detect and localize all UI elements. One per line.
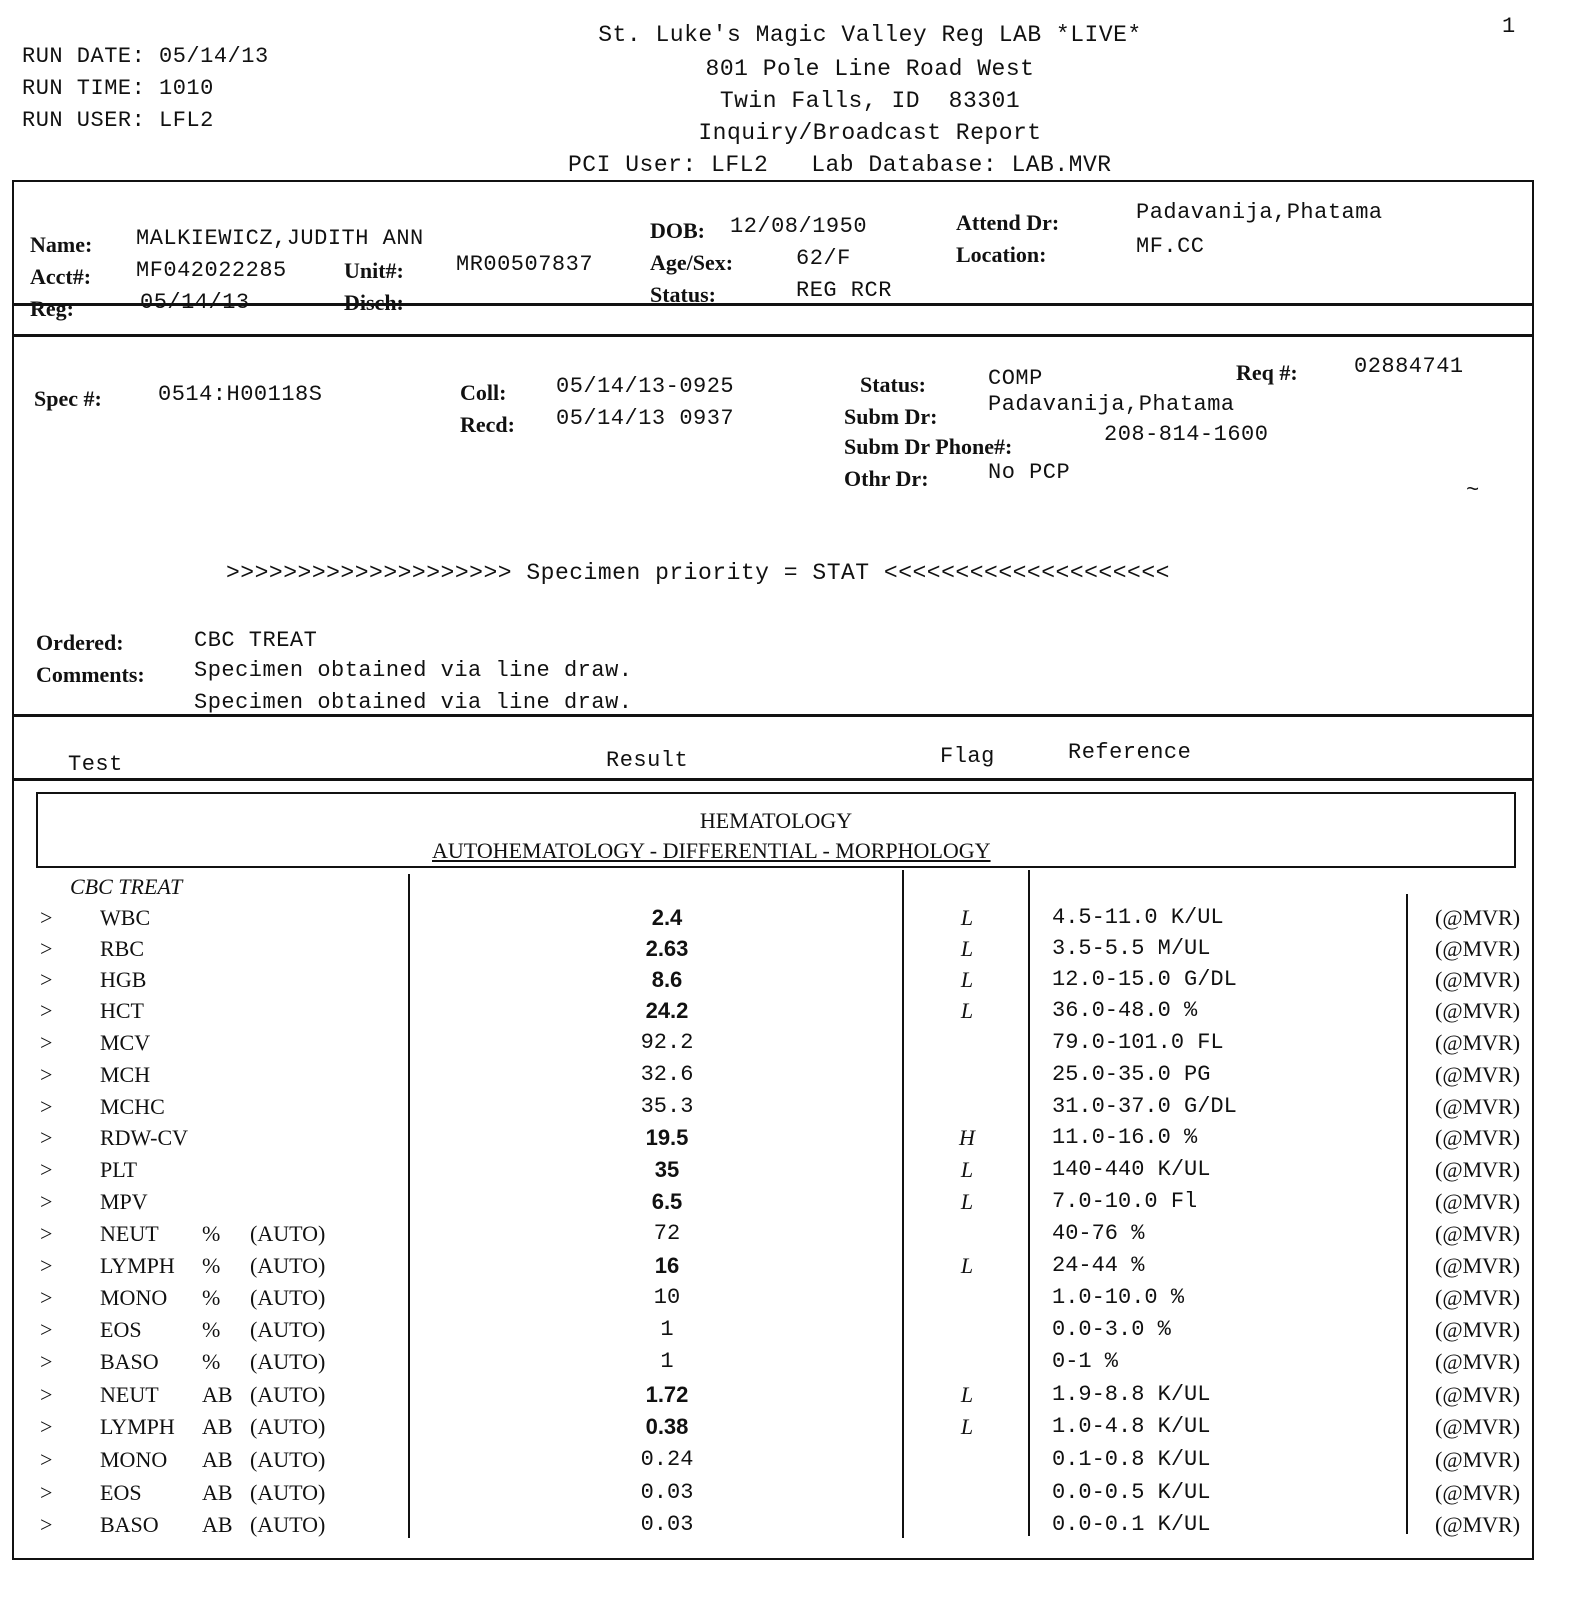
row-test: MPV [100,1189,148,1214]
row-reference: 31.0-37.0 G/DL [1052,1094,1237,1119]
row-source: (@MVR) [1435,967,1521,992]
row-result: 1 [660,1349,674,1374]
section-title: HEMATOLOGY [699,808,853,833]
phone-label-a: Subm Dr [844,434,930,459]
row-unit-type: AB [202,1512,233,1537]
row-method: (AUTO) [250,1253,326,1278]
row-unit-type: % [202,1285,221,1310]
row-arrow: > [40,1382,53,1407]
row-result: 35 [654,1157,680,1182]
row-source: (@MVR) [1435,1125,1521,1150]
row-arrow: > [40,936,53,961]
row-source: (@MVR) [1435,1285,1521,1310]
row-arrow: > [40,1512,53,1537]
row-result: 35.3 [640,1094,694,1119]
col-result: Result [606,748,689,773]
row-flag: L [960,1157,974,1182]
phone-label-b: Phone#: [935,434,1013,459]
row-method: (AUTO) [250,1382,326,1407]
patient-status-value: REG RCR [796,278,892,303]
attend-value: Padavanija,Phatama [1136,200,1383,225]
run-date-value: 05/14/13 [159,44,269,69]
name-label: Name: [30,232,93,257]
divider-specimen-top [12,334,1534,337]
row-arrow: > [40,1094,53,1119]
phone-value: 208-814-1600 [1104,422,1269,447]
row-arrow: > [40,905,53,930]
row-arrow: > [40,1189,53,1214]
row-result: 16 [654,1253,680,1278]
row-source: (@MVR) [1435,1157,1521,1182]
row-reference: 0.0-0.1 K/UL [1052,1512,1211,1537]
subm-label: Subm Dr: [844,404,938,429]
row-arrow: > [40,1221,53,1246]
row-test: EOS [100,1317,142,1342]
divider-columns [12,778,1534,781]
phone-label [844,434,1012,460]
subm-value: Padavanija,Phatama [988,392,1235,417]
row-source: (@MVR) [1435,1189,1521,1214]
row-result: 92.2 [640,1030,694,1055]
pci-user-label: PCI User: [568,152,697,178]
row-source: (@MVR) [1435,1480,1521,1505]
row-reference: 0.0-3.0 % [1052,1317,1171,1342]
result-row [22,967,1560,999]
row-result: 6.5 [651,1189,683,1214]
row-arrow: > [40,1030,53,1055]
row-test: MCHC [100,1094,165,1119]
row-reference: 1.9-8.8 K/UL [1052,1382,1211,1407]
row-arrow: > [40,1285,53,1310]
recd-label: Recd: [460,412,515,437]
run-time-label: RUN TIME: [22,76,146,101]
row-flag: H [959,1125,975,1150]
row-result: 2.63 [645,936,689,961]
result-row [22,905,1560,937]
result-row [22,1253,1560,1285]
row-unit-type: AB [202,1382,233,1407]
spec-value: 0514:H00118S [158,382,323,407]
row-reference: 3.5-5.5 M/UL [1052,936,1211,961]
row-result: 0.24 [640,1447,694,1472]
result-row [22,1189,1560,1221]
row-unit-type: % [202,1221,221,1246]
result-row [22,1285,1560,1317]
row-flag: L [960,905,974,930]
row-method: (AUTO) [250,1317,326,1342]
row-result: 72 [653,1221,681,1246]
reg-value: 05/14/13 [140,290,250,315]
row-flag: L [960,1414,974,1439]
row-source: (@MVR) [1435,1512,1521,1537]
row-source: (@MVR) [1435,1253,1521,1278]
result-row [22,1221,1560,1253]
row-unit-type: AB [202,1480,233,1505]
row-arrow: > [40,1349,53,1374]
row-method: (AUTO) [250,1480,326,1505]
spec-status-value: COMP [988,366,1043,391]
result-row [22,998,1560,1030]
row-source: (@MVR) [1435,1447,1521,1472]
row-method: (AUTO) [250,1349,326,1374]
result-row [22,1447,1560,1479]
row-result: 0.03 [640,1512,694,1537]
row-unit-type: % [202,1253,221,1278]
row-test: HGB [100,967,147,992]
agesex-value: 62/F [796,246,851,271]
patient-name: MALKIEWICZ,JUDITH ANN [136,226,424,251]
row-result: 19.5 [645,1125,689,1150]
row-result: 0.03 [640,1480,694,1505]
row-test: MCH [100,1062,151,1087]
result-row [22,1414,1560,1446]
row-arrow: > [40,1157,53,1182]
pci-user-value: LFL2 [711,152,769,178]
row-test: MCV [100,1030,151,1055]
panel-name: CBC TREAT [70,874,183,899]
row-source: (@MVR) [1435,905,1521,930]
row-method: (AUTO) [250,1414,326,1439]
acct-value: MF042022285 [136,258,287,283]
row-result: 24.2 [645,998,689,1023]
result-row [22,1062,1560,1094]
row-reference: 140-440 K/UL [1052,1157,1211,1182]
row-flag: L [960,998,974,1023]
run-time [22,76,214,101]
result-row [22,1512,1560,1544]
row-flag: L [960,1253,974,1278]
report-title: Inquiry/Broadcast Report [698,120,1042,146]
run-user-label: RUN USER: [22,108,146,133]
row-unit-type: % [202,1317,221,1342]
row-arrow: > [40,1414,53,1439]
result-row [22,1480,1560,1512]
row-reference: 12.0-15.0 G/DL [1052,967,1237,992]
row-test: BASO [100,1349,159,1374]
row-reference: 1.0-4.8 K/UL [1052,1414,1211,1439]
report-address: 801 Pole Line Road West [705,56,1035,82]
ordered-label: Ordered: [36,630,124,655]
run-user [22,108,214,133]
row-reference: 0.1-0.8 K/UL [1052,1447,1211,1472]
row-test: NEUT [100,1221,159,1246]
coll-label: Coll: [460,380,507,405]
row-reference: 4.5-11.0 K/UL [1052,905,1224,930]
row-unit-type: AB [202,1447,233,1472]
result-row [22,1382,1560,1414]
row-source: (@MVR) [1435,998,1521,1023]
row-reference: 40-76 % [1052,1221,1145,1246]
row-result: 32.6 [640,1062,694,1087]
row-source: (@MVR) [1435,1094,1521,1119]
spec-status-label: Status: [860,372,927,397]
row-method: (AUTO) [250,1221,326,1246]
row-reference: 1.0-10.0 % [1052,1285,1185,1310]
row-test: MONO [100,1447,168,1472]
attend-label: Attend Dr: [956,210,1060,235]
report-city: Twin Falls, ID 83301 [719,88,1021,114]
row-result: 1.72 [645,1382,689,1407]
col-reference: Reference [1068,740,1192,765]
dob-label: DOB: [650,218,705,243]
result-row [22,1157,1560,1189]
recd-value: 05/14/13 0937 [556,406,735,431]
row-flag: L [960,967,974,992]
row-test: HCT [100,998,144,1023]
row-flag: L [960,1189,974,1214]
row-test: PLT [100,1157,138,1182]
row-arrow: > [40,998,53,1023]
comments-label: Comments: [36,662,145,687]
run-date [22,44,269,69]
lab-db-value: LAB.MVR [1011,152,1112,178]
coll-value: 05/14/13-0925 [556,374,735,399]
row-test: BASO [100,1512,159,1537]
row-unit-type: % [202,1349,221,1374]
result-row [22,1030,1560,1062]
row-arrow: > [40,1125,53,1150]
report-lab-name: St. Luke's Magic Valley Reg LAB *LIVE* [598,22,1142,48]
row-source: (@MVR) [1435,1030,1521,1055]
stray-mark: ~ [1466,478,1480,503]
req-label: Req #: [1236,360,1298,385]
row-reference: 7.0-10.0 Fl [1052,1189,1198,1214]
othr-value: No PCP [988,460,1071,485]
comment-line-1: Specimen obtained via line draw. [194,658,633,683]
row-test: RBC [100,936,145,961]
comment-line-2: Specimen obtained via line draw. [194,690,633,715]
row-test: LYMPH [100,1253,175,1278]
row-reference: 25.0-35.0 PG [1052,1062,1211,1087]
row-result: 1 [660,1317,674,1342]
row-test: WBC [100,905,151,930]
dob-value: 12/08/1950 [730,214,868,239]
result-row [22,1094,1560,1126]
row-method: (AUTO) [250,1285,326,1310]
result-row [22,936,1560,968]
run-date-label: RUN DATE: [22,44,146,69]
row-arrow: > [40,1317,53,1342]
row-method: (AUTO) [250,1512,326,1537]
acct-label: Acct#: [30,264,92,289]
patient-status-label: Status: [650,282,717,307]
row-reference: 0-1 % [1052,1349,1119,1374]
run-time-value: 1010 [159,76,214,101]
row-reference: 0.0-0.5 K/UL [1052,1480,1211,1505]
req-value: 02884741 [1354,354,1464,379]
ordered-value: CBC TREAT [194,628,318,653]
unit-value: MR00507837 [456,252,594,277]
row-test: EOS [100,1480,142,1505]
row-source: (@MVR) [1435,1317,1521,1342]
col-flag: Flag [940,744,995,769]
specimen-priority: >>>>>>>>>>>>>>>>>>>> Specimen priority = STAT <<<<<<<<<<<<<<<<<<<< [226,560,1170,586]
lab-db-label: Lab Database: [811,152,998,178]
row-flag: L [960,1382,974,1407]
row-test: RDW-CV [100,1125,188,1150]
row-test: LYMPH [100,1414,175,1439]
othr-label: Othr Dr: [844,466,929,491]
result-row [22,1125,1560,1157]
unit-label: Unit#: [344,258,404,283]
spec-label: Spec #: [34,386,102,411]
row-reference: 36.0-48.0 % [1052,998,1198,1023]
disch-label: Disch: [344,290,404,315]
row-source: (@MVR) [1435,1349,1521,1374]
location-value: MF.CC [1136,234,1205,259]
row-flag: L [960,936,974,961]
result-row [22,1349,1560,1381]
row-arrow: > [40,1480,53,1505]
row-arrow: > [40,967,53,992]
row-reference: 24-44 % [1052,1253,1145,1278]
report-user-db [568,152,1112,178]
row-source: (@MVR) [1435,1382,1521,1407]
row-arrow: > [40,1253,53,1278]
row-result: 0.38 [645,1414,689,1439]
row-source: (@MVR) [1435,1221,1521,1246]
row-method: (AUTO) [250,1447,326,1472]
row-unit-type: AB [202,1414,233,1439]
agesex-label: Age/Sex: [650,250,734,275]
row-source: (@MVR) [1435,1062,1521,1087]
run-user-value: LFL2 [159,108,214,133]
row-arrow: > [40,1447,53,1472]
row-result: 2.4 [651,905,683,930]
row-test: MONO [100,1285,168,1310]
row-arrow: > [40,1062,53,1087]
page-number: 1 [1502,14,1516,39]
col-test: Test [68,752,123,777]
reg-label: Reg: [30,296,74,321]
row-result: 10 [653,1285,681,1310]
row-test: NEUT [100,1382,159,1407]
row-result: 8.6 [651,967,683,992]
row-reference: 11.0-16.0 % [1052,1125,1198,1150]
result-row [22,1317,1560,1349]
row-reference: 79.0-101.0 FL [1052,1030,1224,1055]
row-source: (@MVR) [1435,936,1521,961]
section-subtitle: AUTOHEMATOLOGY - DIFFERENTIAL - MORPHOLOGY [432,838,991,863]
row-source: (@MVR) [1435,1414,1521,1439]
location-label: Location: [956,242,1047,267]
